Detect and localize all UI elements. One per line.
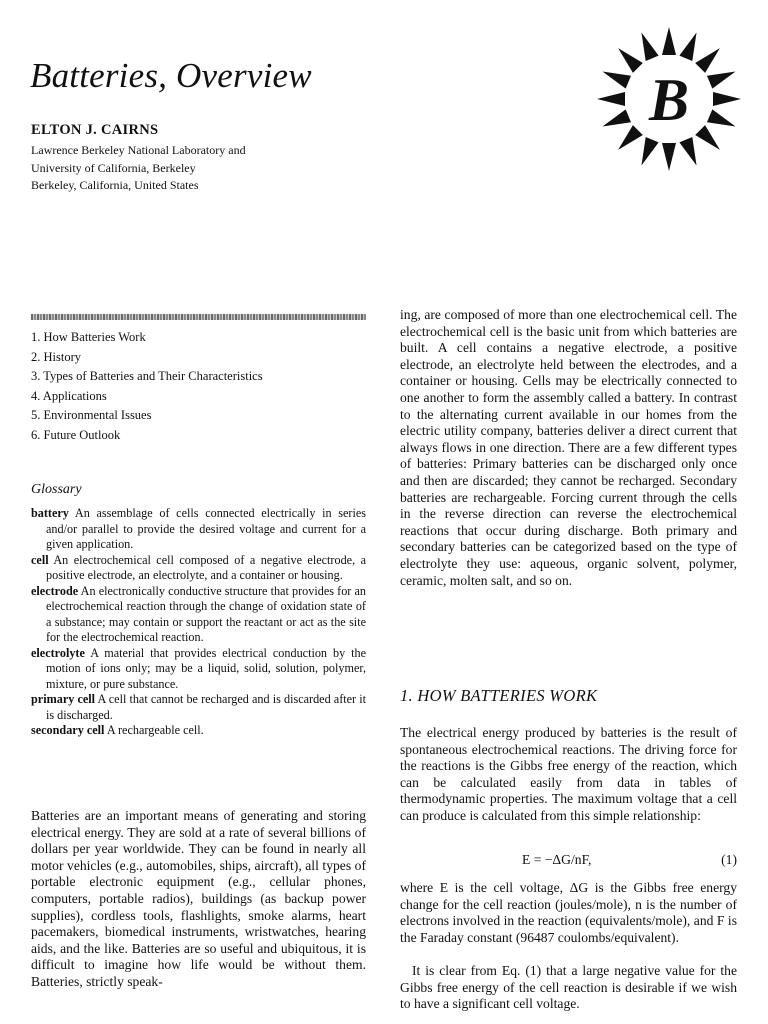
sunburst-ray <box>618 125 643 150</box>
sunburst-ray <box>641 137 658 166</box>
affiliation-line: Lawrence Berkeley National Laboratory and <box>31 143 246 157</box>
sunburst-ray <box>707 109 736 126</box>
glossary-term: primary cell <box>31 692 96 706</box>
sunburst-ray <box>679 137 696 166</box>
intro-paragraph-left: Batteries are an important means of generating and storing electrical energy. They are sold at a rate of several billions of dollars per year worldwide. They can be found in nearly all motor vehicles (e.g., automobiles, ships, aircraft), all types of portable electronic equipment (e.g., cellular phones, computers, portable radios), buildings (as backup power supplies), cordless tools, flashlights, smoke alarms, heart pacemakers, biomedical instruments, wristwatches, hearing aids, and the like. Batteries are so useful and ubiquitous, it is difficult to imagine how life would be without them. Batteries, strictly speak- <box>31 808 366 989</box>
intro-paragraph-right: ing, are composed of more than one electrochemical cell. The electrochemical cell is the basic unit from which batteries are built. A cell contains a negative electrode, a positive electrode, an electrolyte held between the electrodes, and a container or housing. Cells may be electrically connected to one another to form the assembly called a battery. In contrast to the alternating current available in our homes from the electric utility company, batteries deliver a direct current that always flows in one direction. There are a few different types of batteries: Primary batteries can be discharged only once and then are discarded; they cannot be recharged. Secondary batteries are rechargeable. Forcing current through the cells in the reverse direction can reverse the electrochemical reactions that occur during discharge. Both primary and secondary batteries can be categorized based on the type of electrolyte they use: aqueous, organic solvent, polymer, ceramic, molten salt, and so on. <box>400 307 737 588</box>
toc-item[interactable]: 6. Future Outlook <box>31 427 121 442</box>
glossary-entry <box>31 553 366 584</box>
equation-number: (1) <box>721 852 737 867</box>
glossary <box>31 506 366 739</box>
sunburst-ray <box>641 32 658 61</box>
glossary-term: electrode <box>31 583 79 598</box>
toc-divider <box>31 314 366 320</box>
sunburst-ray <box>602 109 631 126</box>
glossary-term: secondary cell <box>31 723 105 737</box>
glossary-definition: An assemblage of cells connected electrically in series and/or parallel to provide the desired voltage and current for a given application. <box>46 506 366 551</box>
section-letter: B <box>648 67 690 133</box>
toc-item[interactable]: 3. Types of Batteries and Their Characteristics <box>31 369 263 384</box>
article-title: Batteries, Overview <box>30 56 312 95</box>
section-heading: 1. HOW BATTERIES WORK <box>400 686 598 705</box>
equation-1 <box>400 852 737 872</box>
equation-expression: E = −ΔG/nF, <box>522 852 592 867</box>
glossary-term: battery <box>31 506 69 520</box>
table-of-contents <box>31 328 263 446</box>
toc-item[interactable]: 2. History <box>31 349 81 364</box>
sunburst-ray <box>713 92 741 106</box>
author-affiliation <box>31 142 246 195</box>
glossary-entry <box>31 646 366 693</box>
glossary-term: cell <box>31 552 49 567</box>
sunburst-letter-icon <box>594 24 744 174</box>
toc-item[interactable]: 1. How Batteries Work <box>31 330 146 344</box>
toc-item[interactable]: 4. Applications <box>31 388 107 403</box>
glossary-entry <box>31 506 366 553</box>
toc-item[interactable]: 5. Environmental Issues <box>31 408 152 423</box>
glossary-term: electrolyte <box>31 645 85 660</box>
glossary-definition: A material that provides electrical conduction by the motion of ions only; may be a liquid, solid, solution, polymer, mixture, or pure substance. <box>46 645 366 691</box>
glossary-definition: A cell that cannot be recharged and is discarded after it is discharged. <box>46 692 367 722</box>
affiliation-line: Berkeley, California, United States <box>31 178 199 192</box>
author-name: ELTON J. CAIRNS <box>31 122 159 138</box>
sunburst-ray <box>695 125 720 150</box>
sunburst-ray <box>597 92 625 106</box>
glossary-entry <box>31 723 366 739</box>
section-paragraph: The electrical energy produced by batteries is the result of spontaneous electrochemical reactions. The driving force for the reactions is the Gibbs free energy of the reaction, which can be calculated easily from data in tables of thermodynamic properties. The maximum voltage that a cell can produce is calculated from this simple relationship: <box>400 725 737 823</box>
sunburst-ray <box>602 71 631 88</box>
section-paragraph: It is clear from Eq. (1) that a large negative value for the Gibbs free energy of the cell reaction is desirable if we wish to have a significant cell voltage. <box>400 963 737 1012</box>
sunburst-ray <box>662 143 676 171</box>
sunburst-ray <box>679 32 696 61</box>
sunburst-ray <box>618 48 643 73</box>
glossary-definition: An electrochemical cell composed of a negative electrode, a positive electrode, an electrolyte, and a container or housing. <box>46 552 366 582</box>
sunburst-ray <box>662 27 676 55</box>
glossary-entry <box>31 692 366 723</box>
sunburst-ray <box>695 48 720 73</box>
glossary-definition: An electronically conductive structure that provides for an electrochemical reaction through the change of oxidation state of a substance; may contain or support the reactant or act as the site for the electrochemical reaction. <box>46 583 367 644</box>
glossary-entry <box>31 584 366 646</box>
glossary-definition: A rechargeable cell. <box>106 723 204 737</box>
affiliation-line: University of California, Berkeley <box>31 160 196 175</box>
section-paragraph: where E is the cell voltage, ΔG is the Gibbs free energy change for the cell reaction (joules/mole), n is the number of electrons involved in the reaction (equivalents/mole), and F is the Faraday constant (96487 coulombs/equivalent). <box>400 880 737 945</box>
sunburst-ray <box>707 71 736 88</box>
glossary-heading: Glossary <box>31 482 82 497</box>
